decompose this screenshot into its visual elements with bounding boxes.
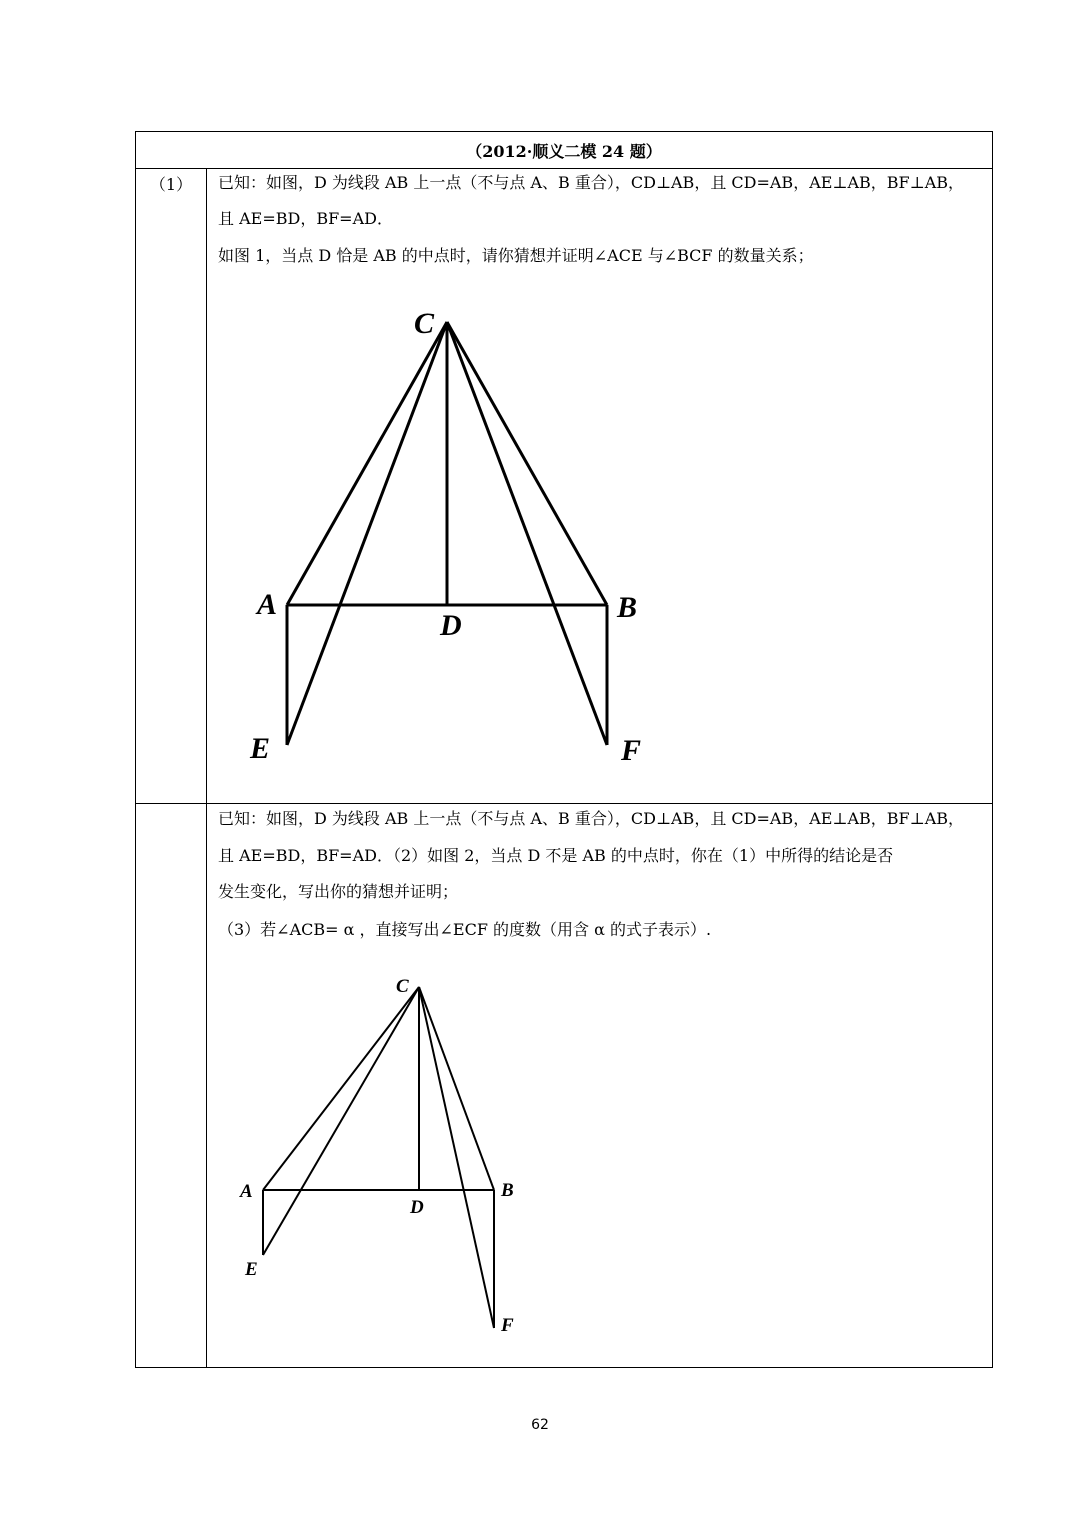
page-number: 62	[531, 1417, 549, 1433]
label-point-b: B	[617, 591, 638, 624]
question-line: 发生变化，写出你的猜想并证明；	[218, 882, 459, 901]
question-line: 已知：如图，D 为线段 AB 上一点（不与点 A、B 重合），CD⊥AB，且 CD=AB，AE⊥AB，BF⊥AB，	[218, 173, 965, 192]
label-point-f: F	[621, 734, 642, 767]
question-line: 且 AE=BD，BF=AD．（2）如图 2，当点 D 不是 AB 的中点时，你在（1）中所得的结论是否	[218, 846, 894, 865]
question-line: （3）若∠ACB= α ，直接写出∠ECF 的度数（用含 α 的式子表示）.	[218, 920, 712, 939]
label-point-a: A	[257, 588, 278, 621]
question-line: 且 AE=BD，BF=AD．	[218, 209, 393, 228]
label-point-d: D	[410, 1197, 424, 1218]
label-point-f: F	[501, 1315, 514, 1336]
question-line: 已知：如图，D 为线段 AB 上一点（不与点 A、B 重合），CD⊥AB，且 CD=AB，AE⊥AB，BF⊥AB，	[218, 809, 965, 828]
label-point-c: C	[414, 307, 435, 340]
label-point-c: C	[396, 976, 409, 997]
table-header-title: （2012·顺义二模 24 题）	[466, 141, 662, 161]
label-point-b: B	[501, 1180, 514, 1201]
segment-ce	[263, 987, 419, 1255]
label-point-d: D	[440, 609, 462, 642]
label-point-a: A	[240, 1181, 253, 1202]
row-number: （1）	[149, 175, 193, 194]
segment-ca	[263, 987, 419, 1190]
label-point-e: E	[245, 1259, 258, 1280]
label-point-e: E	[250, 732, 271, 765]
question-line: 如图 1，当点 D 恰是 AB 的中点时，请你猜想并证明∠ACE 与∠BCF 的数量关系；	[218, 246, 814, 265]
